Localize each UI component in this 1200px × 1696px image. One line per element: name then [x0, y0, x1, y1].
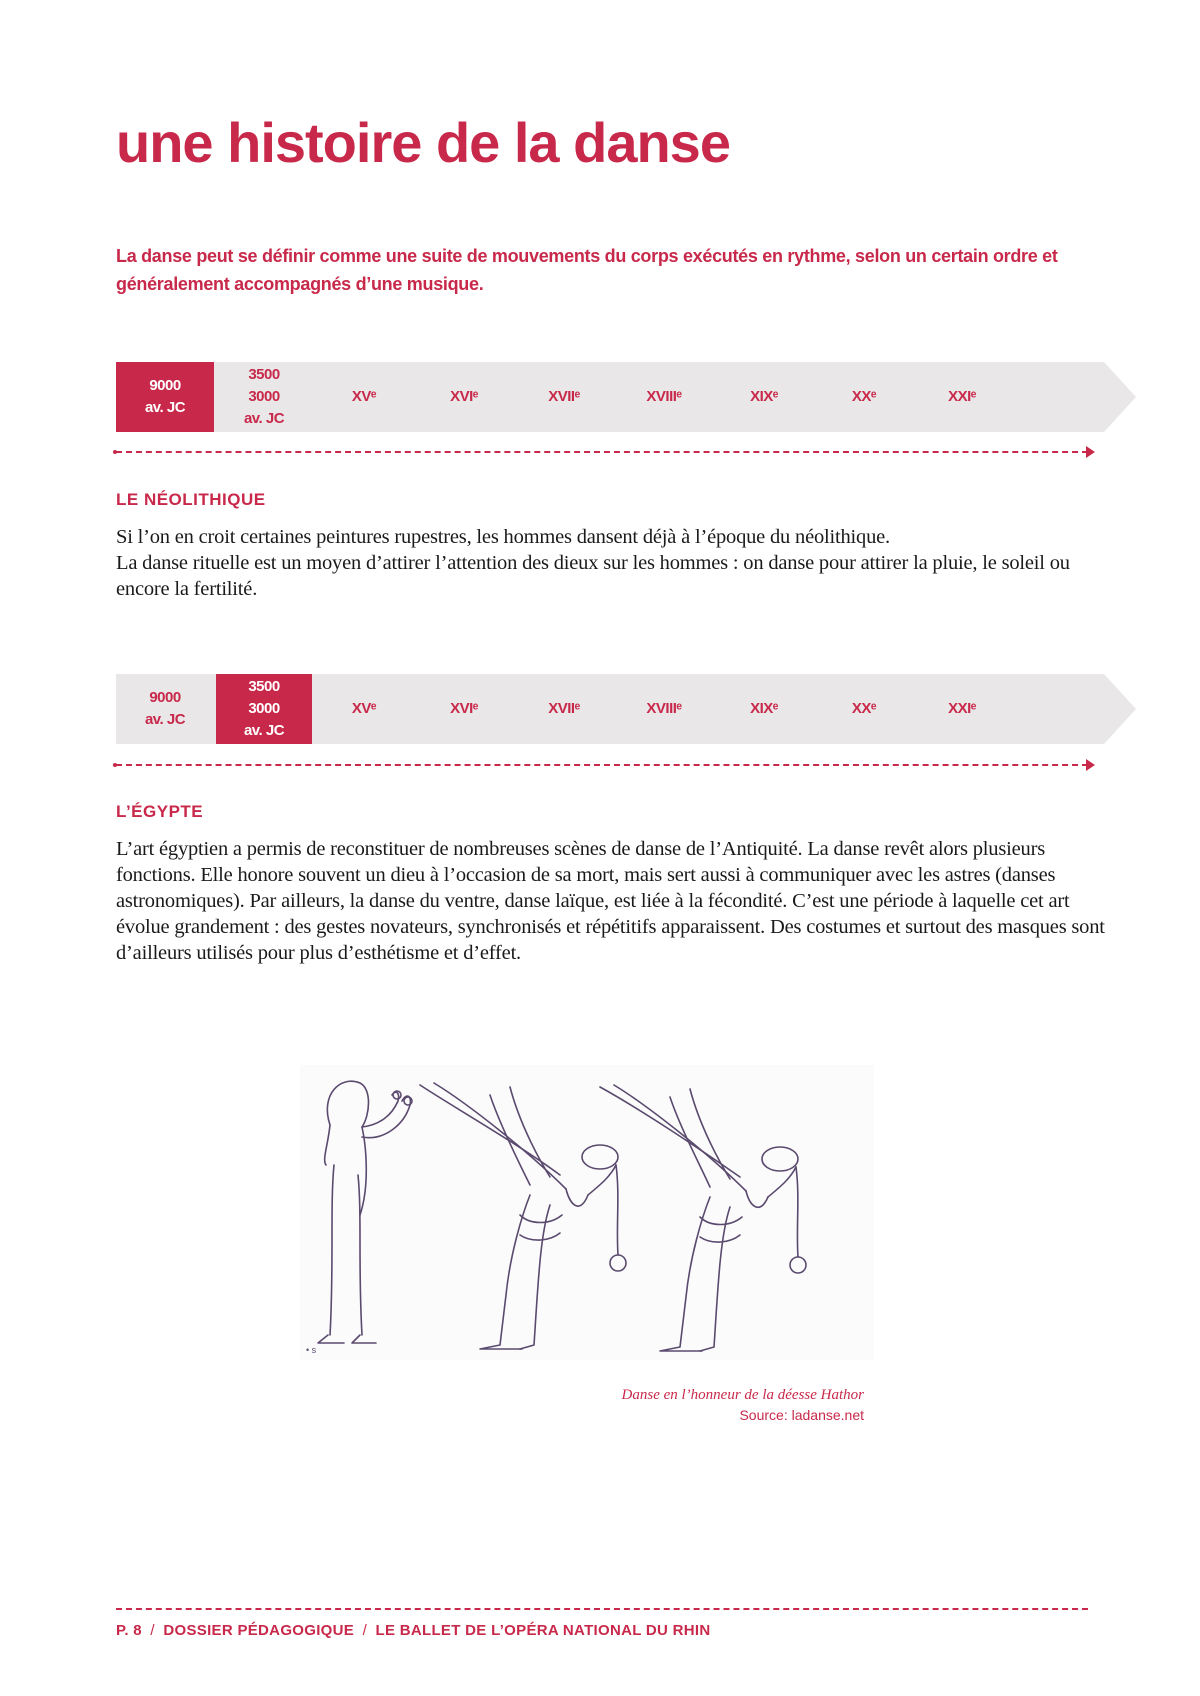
footer-document-name: DOSSIER PÉDAGOGIQUE [163, 1622, 355, 1639]
timeline-cell-xix: XIXᵉ [750, 388, 778, 405]
timeline-cell-xxi: XXIᵉ [948, 388, 976, 405]
timeline-cell-3500: 3500 3000 av. JC [243, 366, 285, 427]
dancer-one-drawing [420, 1083, 626, 1349]
figure-caption [622, 1385, 864, 1425]
timeline-start-dot [113, 450, 117, 454]
dancer-two-drawing [600, 1085, 806, 1351]
footer-separator: / [362, 1622, 368, 1639]
figure-source: Source: ladanse.net [739, 1407, 864, 1423]
paragraph: La danse rituelle est un moyen d’attirer l’attention des dieux sur les hommes : on danse pour attirer la pluie, le soleil ou encore la fertilité. [116, 552, 1070, 600]
timeline-cell-3500: 3500 3000 av. JC [216, 674, 312, 744]
footer-dashed-line [116, 1608, 1088, 1610]
page-title: une histoire de la danse [116, 111, 730, 174]
footer-separator: / [150, 1622, 155, 1639]
intro-text: La danse peut se définir comme une suite de mouvements du corps exécutés en rythme, selon un certain ordre et généralement accompagnés d’une musique. [116, 246, 1058, 294]
paragraph: L’art égyptien a permis de reconstituer de nombreuses scènes de danse de l’Antiquité. La danse revêt alors plusieurs fonctions. Elle honore souvent un dieu à l’occasion de sa mort, mais sert aussi à communiquer avec les astres (danses astronomiques). Par ailleurs, la danse du ventre, danse laïque, est liée à la fécondité. C’est une période à laquelle cet art évolue grandement : des gestes novateurs, synchronisés et répétitifs apparaissent. Des costumes et surtout des masques sont d’ailleurs utilisés pour plus d’esthétisme et d’effet. [116, 838, 1105, 964]
timeline-egypte [116, 672, 1136, 746]
timeline-cell-xvii: XVIIᵉ [548, 700, 580, 717]
timeline-cell-xvi: XVIᵉ [450, 700, 478, 717]
figure-caption-title: Danse en l’honneur de la déesse Hathor [621, 1387, 864, 1403]
footer-page-number: P. 8 [116, 1622, 142, 1639]
timeline-end-arrow-icon [1086, 759, 1095, 771]
timeline-neolithique [116, 360, 1136, 434]
timeline-dashed-line [116, 764, 1088, 766]
timeline-cell-9000: 9000 av. JC [116, 362, 214, 432]
timeline-cell-xix: XIXᵉ [750, 700, 778, 717]
timeline-cell-xv: XVᵉ [351, 700, 377, 717]
timeline-cell-9000: 9000 av. JC [144, 689, 186, 728]
section-heading-egypte: L’ÉGYPTE [116, 802, 204, 821]
timeline-start-dot [113, 763, 117, 767]
footer-organization: LE BALLET DE L’OPÉRA NATIONAL DU RHIN [375, 1622, 711, 1639]
section-heading-neolithique: LE NÉOLITHIQUE [116, 490, 266, 509]
egyptian-dancers-illustration [300, 1065, 874, 1360]
timeline-cell-xx: XXᵉ [851, 700, 877, 717]
paragraph: Si l’on en croit certaines peintures rupestres, les hommes dansent déjà à l’époque du néolithique. [116, 526, 890, 548]
timeline-cell-xx: XXᵉ [851, 388, 877, 405]
section-body-egypte [116, 836, 1106, 966]
timeline-cell-xxi: XXIᵉ [948, 700, 976, 717]
timeline-cell-xvi: XVIᵉ [450, 388, 478, 405]
page-footer [116, 1622, 711, 1639]
timeline-dashed-line [116, 451, 1088, 453]
timeline-cell-xvii: XVIIᵉ [548, 388, 580, 405]
timeline-cell-xviii: XVIIIᵉ [646, 388, 682, 405]
section-body-neolithique [116, 524, 1106, 602]
timeline-cell-xviii: XVIIIᵉ [646, 700, 682, 717]
timeline-end-arrow-icon [1086, 446, 1095, 458]
svg-text:• s: • s [306, 1345, 317, 1355]
timeline-cell-xv: XVᵉ [351, 388, 377, 405]
standing-figure-drawing [318, 1081, 412, 1343]
